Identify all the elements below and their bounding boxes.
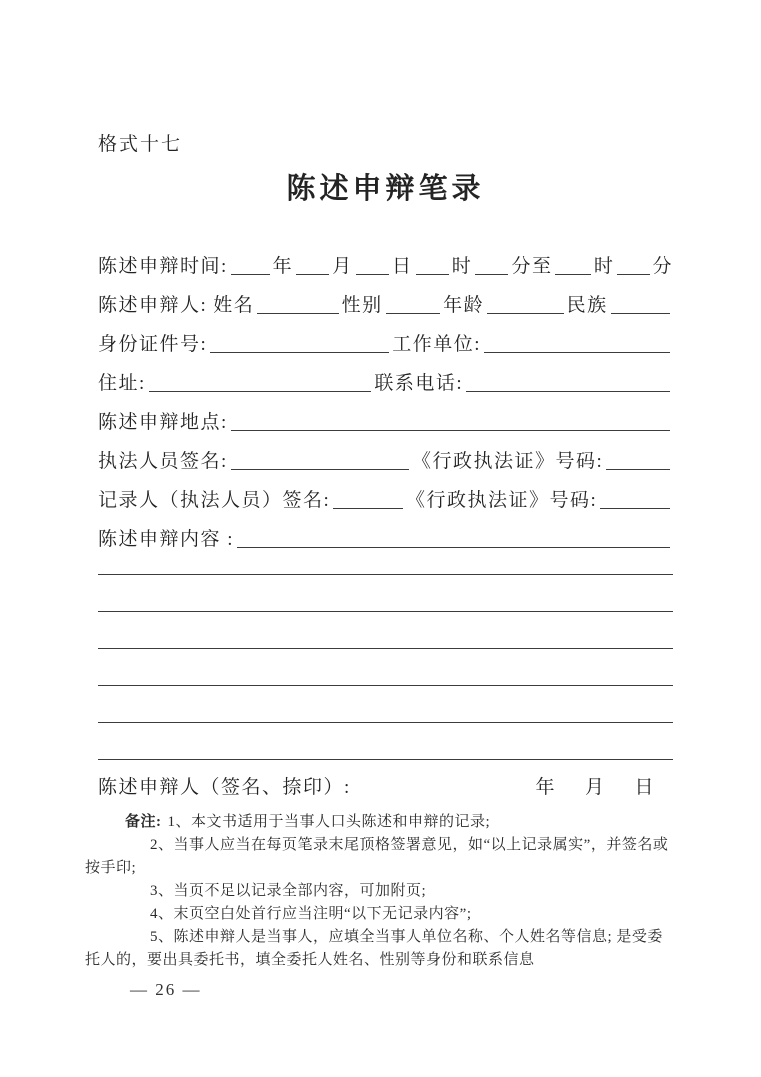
- blank-statement-content: [237, 547, 670, 548]
- note-item-4: 4、末页空白处首行应当注明“以下无记录内容”;: [150, 906, 472, 922]
- writing-line: [98, 575, 673, 612]
- ethnicity-label: 民族: [566, 295, 608, 316]
- blank-hour: [416, 274, 449, 275]
- note-item-2-continuation: 按手印;: [85, 860, 137, 876]
- unit-end-hour: 时: [593, 256, 615, 277]
- page-title: 陈述申辩笔录: [286, 173, 485, 205]
- blank-work-unit: [484, 352, 670, 353]
- gender-label: 性别: [341, 295, 383, 316]
- name-label: 姓名: [213, 295, 255, 316]
- person-label: 陈述申辩人:: [98, 295, 208, 316]
- id-label: 身份证件号:: [98, 334, 208, 355]
- unit-minute-to: 分至: [511, 256, 553, 277]
- time-label: 陈述申辩时间:: [98, 256, 228, 277]
- blank-minute: [475, 274, 508, 275]
- note-item-5: 5、陈述申辩人是当事人，应填全当事人单位名称、个人姓名等信息; 是受委: [150, 929, 663, 945]
- address-label: 住址:: [98, 373, 146, 394]
- officer-signature-label: 执法人员签名:: [98, 451, 228, 472]
- note-item-5-continuation: 托人的，要出具委托书，填全委托人姓名、性别等身份和联系信息: [85, 952, 535, 968]
- note-item-1-text: 1、本文书适用于当事人口头陈述和申辩的记录;: [167, 814, 491, 830]
- time-row: [98, 251, 673, 290]
- note-item-3: 3、当页不足以记录全部内容，可加附页;: [150, 883, 427, 899]
- blank-recorder-cert-number: [600, 508, 670, 509]
- recorder-row: [98, 485, 673, 524]
- blank-name: [257, 313, 338, 314]
- blank-recorder-signature: [333, 508, 403, 509]
- notes-label: 备注:: [125, 814, 162, 830]
- blank-location: [231, 430, 670, 431]
- writing-line: [98, 723, 673, 760]
- writing-line: [98, 686, 673, 723]
- blank-age: [487, 313, 563, 314]
- writing-line: [98, 649, 673, 686]
- format-label: 格式十七: [98, 134, 183, 155]
- id-row: [98, 329, 673, 368]
- location-label: 陈述申辩地点:: [98, 412, 228, 433]
- notes-section: [85, 811, 681, 972]
- unit-end-minute: 分: [652, 256, 674, 277]
- blank-phone: [466, 391, 670, 392]
- blank-year: [231, 274, 270, 275]
- blank-officer-signature: [231, 469, 409, 470]
- signature-label: 陈述申辩人（签名、捺印）:: [98, 777, 351, 798]
- writing-lines: [98, 563, 673, 760]
- unit-year: 年: [272, 256, 294, 277]
- officer-cert-label: 《行政执法证》号码:: [412, 451, 604, 472]
- unit-hour: 时: [451, 256, 473, 277]
- location-row: [98, 407, 673, 446]
- unit-month: 月: [332, 256, 353, 277]
- writing-line: [98, 612, 673, 649]
- age-label: 年龄: [443, 295, 485, 316]
- unit-day: 日: [392, 256, 413, 277]
- note-item-2: 2、当事人应当在每页笔录末尾顶格签署意见，如“以上记录属实”，并签名或: [150, 837, 669, 853]
- writing-line: [98, 563, 673, 575]
- officer-row: [98, 446, 673, 485]
- blank-gender: [386, 313, 440, 314]
- address-row: [98, 368, 673, 407]
- blank-id-number: [210, 352, 389, 353]
- content-row: [98, 524, 673, 563]
- work-unit-label: 工作单位:: [392, 334, 482, 355]
- recorder-signature-label: 记录人（执法人员）签名:: [98, 490, 331, 511]
- blank-end-minute: [617, 274, 649, 275]
- blank-officer-cert-number: [606, 469, 670, 470]
- phone-label: 联系电话:: [374, 373, 464, 394]
- note-item-1: [85, 811, 681, 834]
- blank-day: [356, 274, 389, 275]
- form-fields: [98, 251, 673, 563]
- blank-month: [296, 274, 329, 275]
- page-number: — 26 —: [130, 980, 202, 999]
- signature-date: [535, 772, 673, 799]
- person-row: [98, 290, 673, 329]
- blank-end-hour: [555, 274, 590, 275]
- date-day-label: 日: [634, 777, 655, 798]
- recorder-cert-label: 《行政执法证》号码:: [406, 490, 598, 511]
- blank-ethnicity: [611, 313, 670, 314]
- date-year-label: 年: [535, 777, 556, 798]
- blank-address: [149, 391, 372, 392]
- signature-row: [98, 772, 673, 799]
- statement-content-label: 陈述申辩内容 :: [98, 529, 235, 550]
- date-month-label: 月: [584, 777, 606, 798]
